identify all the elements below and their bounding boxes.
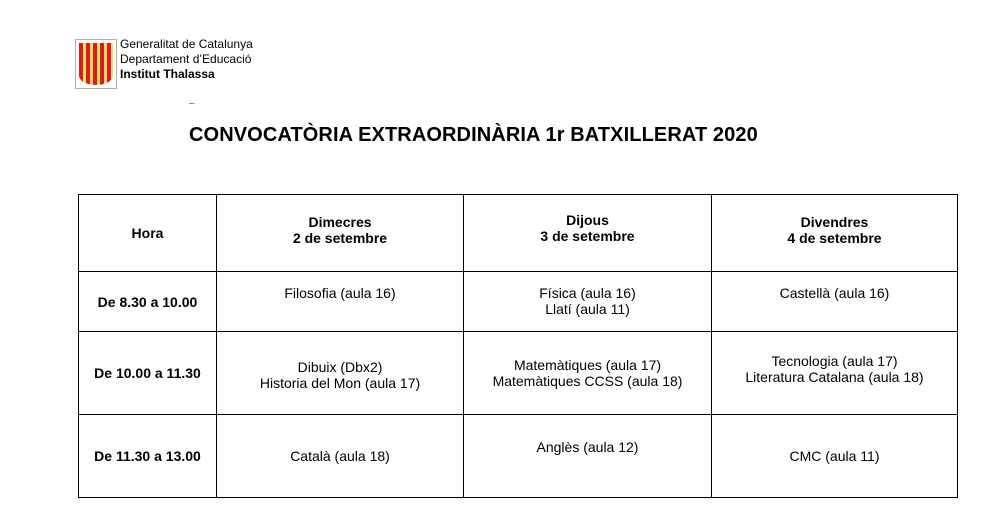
- day-date: 2 de setembre: [292, 230, 388, 246]
- time-slot: De 8.30 a 10.00: [79, 272, 217, 332]
- exam-cell: [464, 415, 712, 498]
- header-line-institut: Institut Thalassa: [120, 67, 215, 81]
- exam-cell: [464, 272, 712, 332]
- exam-entry: Dibuix (Dbx2): [297, 359, 383, 375]
- table-row: [79, 332, 958, 415]
- table-row: [79, 415, 958, 498]
- header-line-generalitat: Generalitat de Catalunya: [120, 37, 253, 51]
- exam-cell: [217, 415, 464, 498]
- exam-entry: Física (aula 16): [539, 285, 636, 301]
- exam-cell: [712, 332, 958, 415]
- exam-cell: [217, 332, 464, 415]
- header-cell-hora: [79, 195, 217, 272]
- catalonia-flag-shield-icon: [75, 39, 117, 89]
- day-date: 4 de setembre: [787, 230, 882, 246]
- exam-cell: [712, 272, 958, 332]
- time-slot: De 11.30 a 13.00: [79, 415, 217, 498]
- header-cell-day: [712, 195, 958, 272]
- table-row: [79, 272, 958, 332]
- exam-entry: Historia del Mon (aula 17): [259, 375, 421, 391]
- day-name: Dimecres: [308, 214, 372, 230]
- header-dash: –: [189, 98, 195, 109]
- time-slot: De 10.00 a 11.30: [79, 332, 217, 415]
- header-cell-day: [464, 195, 712, 272]
- day-name: Divendres: [800, 214, 869, 230]
- exam-entry: Tecnologia (aula 17): [771, 353, 898, 369]
- exam-cell: [217, 272, 464, 332]
- exam-entry: Llatí (aula 11): [545, 301, 630, 317]
- header-line-departament: Departament d’Educació: [120, 52, 252, 66]
- header-cell-day: [217, 195, 464, 272]
- exam-entry: Matemàtiques (aula 17): [513, 357, 662, 373]
- exam-entry: Català (aula 18): [290, 448, 390, 464]
- exam-entry: Anglès (aula 12): [536, 439, 639, 455]
- institution-header: [120, 37, 253, 82]
- exam-cell: [464, 332, 712, 415]
- exam-entry: Filosofia (aula 16): [284, 285, 396, 301]
- hora-label: Hora: [131, 225, 164, 241]
- day-name: Dijous: [566, 212, 609, 228]
- exam-cell: [712, 415, 958, 498]
- exam-entry: Castellà (aula 16): [779, 285, 890, 301]
- exam-schedule-table: [78, 194, 958, 498]
- page-title: CONVOCATÒRIA EXTRAORDINÀRIA 1r BATXILLERAT 2020: [189, 124, 758, 146]
- table-header-row: [79, 195, 958, 272]
- exam-entry: Matemàtiques CCSS (aula 18): [492, 373, 683, 389]
- exam-entry: Literatura Catalana (aula 18): [745, 369, 924, 385]
- exam-entry: CMC (aula 11): [789, 448, 880, 464]
- day-date: 3 de setembre: [540, 228, 635, 244]
